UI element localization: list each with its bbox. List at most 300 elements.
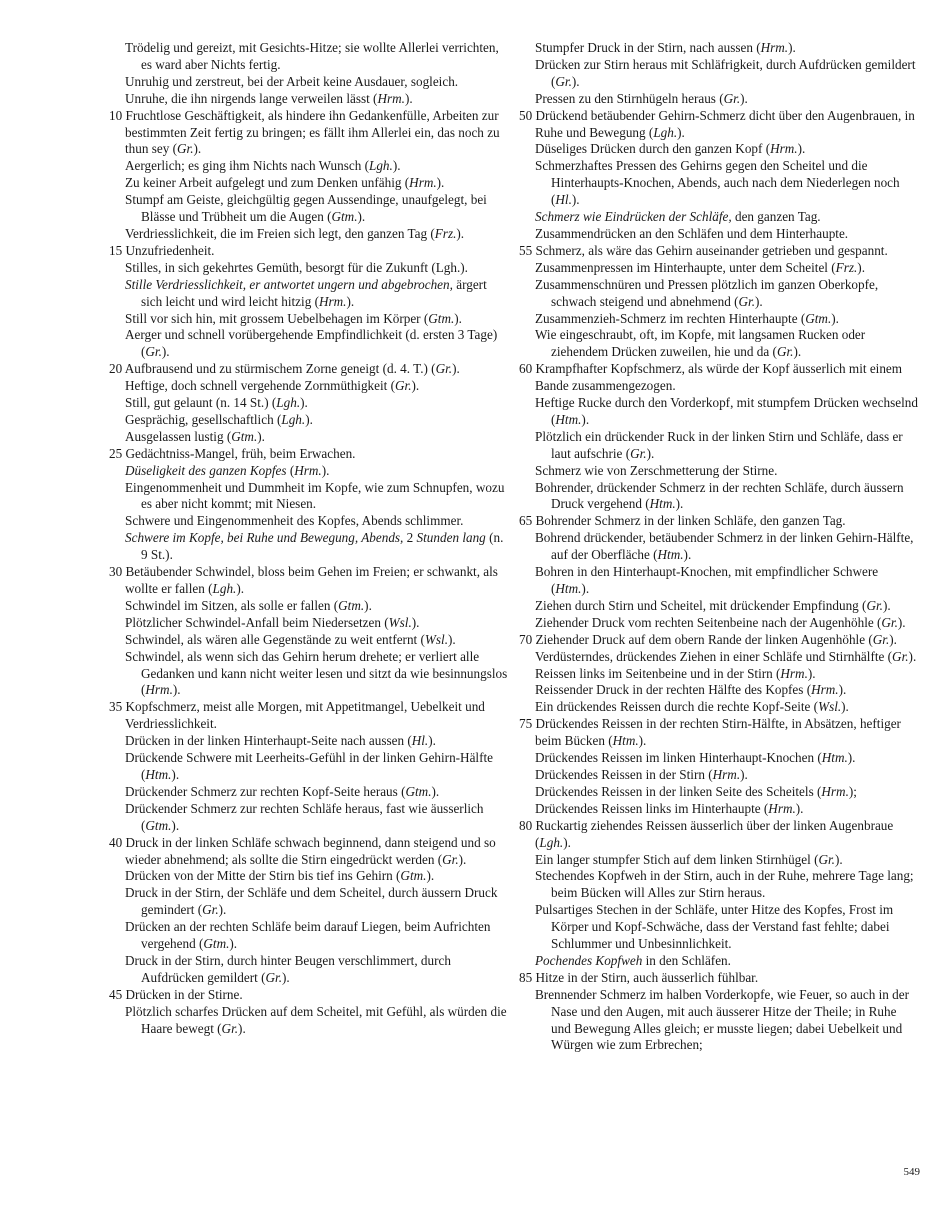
symptom-entry: [519, 260, 919, 277]
entry-text: ).: [456, 225, 465, 241]
symptom-entry: [519, 429, 919, 463]
italic-text: Gtm.: [428, 310, 455, 326]
symptom-entry: [519, 987, 919, 1055]
symptom-entry: [519, 615, 919, 632]
entry-text: ).: [364, 597, 372, 613]
symptom-entry: [109, 158, 509, 175]
italic-text: Gr.: [145, 344, 162, 360]
italic-text: Gr.: [881, 614, 898, 630]
italic-text: Gr.: [866, 597, 883, 613]
italic-text: Hrm.: [770, 141, 798, 157]
entry-text: ).: [795, 800, 804, 816]
entry-text: ).: [581, 411, 590, 427]
entry-text: Eingenommenheit und Dummheit im Kopfe, wie zum Schnupfen, wozu es aber nicht kommt; mit Niesen.: [125, 479, 505, 512]
entry-text: Unruhe, die ihn nirgends lange verweilen lässt (: [125, 90, 378, 106]
entry-number: 15: [109, 242, 123, 258]
entry-text: Zusammendrücken an den Schläfen und dem Hinterhaupte.: [535, 225, 849, 241]
entry-text: Bohren in den Hinterhaupt-Knochen, mit empfindlicher Schwere (: [535, 564, 879, 596]
entry-text: ).: [882, 597, 891, 613]
symptom-entry: [519, 277, 919, 311]
italic-text: Gtm.: [145, 817, 172, 833]
entry-text: Ziehender Druck vom rechten Seitenbeine nach der Augenhöhle (: [535, 614, 882, 630]
entry-text: Stechendes Kopfweh in der Stirn, auch in der Ruhe, mehrere Tage lang; beim Bücken will Alles zur Stirn heraus.: [535, 868, 914, 901]
entry-text: Druck in der linken Schläfe schwach beginnend, dann steigend und so wieder abnehmend; als sollte die Stirn eingedrückt werden (: [125, 834, 496, 867]
symptom-entry: [519, 868, 919, 902]
left-column: [109, 40, 509, 1037]
italic-text: Hrm.: [294, 462, 322, 478]
entry-text: Drückendes Reissen in der rechten Stirn-Hälfte, in Absätzen, heftiger beim Bücken (: [535, 716, 901, 749]
entry-text: ).: [346, 293, 355, 309]
entry-text: Ein langer stumpfer Stich auf dem linken Stirnhügel (: [535, 851, 819, 867]
entry-text: ).: [229, 936, 238, 952]
entry-number: 50: [519, 107, 533, 123]
italic-text: Gr.: [435, 361, 453, 377]
italic-text: Hrm.: [768, 800, 796, 816]
entry-text: ).: [193, 141, 202, 157]
entry-text: ).: [238, 1020, 246, 1036]
symptom-entry: [519, 699, 919, 716]
italic-text: Hrm.: [780, 665, 808, 681]
italic-text: Hrm.: [145, 682, 173, 698]
entry-text: Fruchtlose Geschäftigkeit, als hindere ihn Gedankenfülle, Arbeiten zur bestimmten Zeit fertig zu bringen; es fällt ihm Allerlei ein, das noch zu thun sey (: [125, 107, 500, 157]
italic-text: Lgh.: [276, 395, 301, 411]
entry-text: Schwindel, als wenn sich das Gehirn herum drehete; er verliert alle Gedanken und kann nicht weiter lesen und sitzt da wie besinnungslos (: [125, 648, 508, 698]
italic-text: Schmerz wie Eindrücken der Schläfe,: [535, 209, 732, 225]
italic-text: Gr.: [202, 902, 219, 918]
italic-text: Stille Verdriesslichkeit, er antwortet ungern und abgebrochen,: [125, 276, 453, 292]
symptom-entry: [519, 311, 919, 328]
entry-text: ).: [431, 783, 440, 799]
italic-text: Frz.: [434, 225, 457, 241]
entry-text: ).: [646, 445, 655, 461]
symptom-entry: [519, 666, 919, 683]
entry-text: Schmerzhaftes Pressen des Gehirns gegen den Scheitel und die Hinterhaupts-Knochen, Abends, auch nach dem Niederlegen noch (: [535, 158, 900, 208]
symptom-entry: [109, 463, 509, 480]
entry-text: ).: [305, 411, 313, 427]
entry-text: Plötzlicher Schwindel-Anfall beim Niedersetzen (: [125, 614, 389, 630]
entry-text: Unzufriedenheit.: [125, 242, 215, 258]
italic-text: Hl.: [555, 192, 572, 208]
symptom-entry: [519, 209, 919, 226]
entry-text: Drücken an der rechten Schläfe beim darauf Liegen, beim Aufrichten vergehend (: [125, 919, 491, 952]
italic-text: Gtm.: [400, 868, 427, 884]
entry-number: 35: [109, 699, 123, 715]
entry-text: ).: [300, 395, 308, 411]
entry-text: Ziehen durch Stirn und Scheitel, mit drückender Empfindung (: [535, 597, 867, 613]
italic-text: Gr.: [723, 90, 741, 106]
entry-text: Stumpf am Geiste, gleichgültig gegen Aussendinge, unaufgelegt, bei Blässe und Trübheit um die Augen (: [125, 192, 487, 225]
symptom-entry: [109, 649, 509, 700]
entry-text: Drückender Schmerz zur rechten Schläfe heraus, fast wie äusserlich (: [125, 800, 484, 833]
entry-text: Ausgelassen lustig (: [125, 428, 232, 444]
symptom-entry: [519, 750, 919, 767]
entry-number: 80: [519, 817, 533, 833]
italic-text: Hl.: [411, 733, 429, 749]
entry-text: Plötzlich ein drückender Ruck in der linken Stirn und Schläfe, dass er laut aufschrie (: [535, 428, 903, 461]
entry-number: 85: [519, 969, 533, 985]
italic-text: Htm.: [821, 750, 848, 766]
numbered-entry: [109, 564, 509, 598]
numbered-entry: [109, 108, 509, 159]
symptom-entry: [519, 598, 919, 615]
numbered-entry: [519, 818, 919, 852]
italic-text: Gtm.: [331, 209, 358, 225]
italic-text: Htm.: [649, 496, 676, 512]
italic-text: Hrm.: [712, 766, 741, 782]
entry-text: Hitze in der Stirn, auch äusserlich fühlbar.: [535, 969, 759, 985]
entry-text: Drückend betäubender Gehirn-Schmerz dicht über den Augenbrauen, in Ruhe und Bewegung (: [535, 107, 915, 140]
entry-text: ).: [171, 766, 180, 782]
italic-text: Wsl.: [424, 631, 448, 647]
entry-number: 70: [519, 631, 533, 647]
entry-text: ).: [563, 834, 571, 850]
entry-text: ).: [834, 851, 843, 867]
numbered-entry: [109, 361, 509, 378]
entry-text: ).: [452, 361, 460, 377]
symptom-entry: [109, 40, 509, 74]
entry-text: Pulsartiges Stechen in der Schläfe, unter Hitze des Kopfes, Frost im Körper und Kopf-Schwäche, dass der Verstand fast fehlte; dabei Schlummer und Unbesinnlichkeit.: [535, 902, 894, 952]
numbered-entry: [519, 970, 919, 987]
symptom-entry: [109, 311, 509, 328]
entry-text: Gesprächig, gesellschaftlich (: [125, 411, 282, 427]
entry-text: Drückende Schwere mit Leerheits-Gefühl in der linken Gehirn-Hälfte (: [125, 750, 494, 782]
entry-text: ).: [171, 817, 180, 833]
entry-text: ).: [172, 682, 181, 698]
symptom-entry: [109, 175, 509, 192]
entry-text: ).: [740, 90, 748, 106]
italic-text: Htm.: [555, 581, 582, 596]
symptom-entry: [519, 767, 919, 784]
numbered-entry: [109, 835, 509, 869]
entry-text: ).: [908, 648, 917, 664]
symptom-entry: [519, 784, 919, 801]
italic-text: Gr.: [776, 344, 794, 360]
entry-number: 75: [519, 716, 533, 732]
italic-text: Gr.: [177, 141, 194, 157]
entry-text: ).: [571, 73, 580, 89]
symptom-entry: [109, 378, 509, 395]
numbered-entry: [109, 699, 509, 733]
entry-text: ).: [282, 969, 290, 985]
symptom-entry: [519, 226, 919, 243]
italic-text: Lgh.: [369, 158, 393, 174]
italic-text: Lgh.: [653, 124, 678, 140]
italic-text: Lgh.: [281, 411, 306, 427]
italic-text: Gr.: [442, 851, 459, 867]
italic-text: Htm.: [657, 547, 684, 563]
symptom-entry: [109, 192, 509, 226]
entry-text: ).: [897, 614, 906, 630]
entry-text: Plötzlich scharfes Drücken auf dem Scheitel, mit Gefühl, als würden die Haare bewegt (: [125, 1003, 507, 1036]
symptom-entry: [519, 852, 919, 869]
entry-text: Ruckartig ziehendes Reissen äusserlich über der linken Augenbraue (: [535, 817, 894, 850]
italic-text: Hrm.: [760, 40, 789, 55]
symptom-entry: [109, 919, 509, 953]
symptom-entry: [109, 260, 509, 277]
symptom-entry: [519, 649, 919, 666]
italic-text: Htm.: [145, 766, 172, 782]
entry-text: ).: [841, 699, 849, 715]
entry-text: Zu keiner Arbeit aufgelegt und zum Denken unfähig (: [125, 175, 410, 191]
entry-text: Reissender Druck in der rechten Hälfte des Kopfes (: [535, 682, 812, 698]
entry-text: Aufbrausend und zu stürmischem Zorne geneigt (d. 4. T.) (: [124, 361, 436, 377]
entry-text: Bohrender, drückender Schmerz in der rechten Schläfe, durch äussern Druck vergehend (: [535, 479, 904, 512]
entry-text: Drückendes Reissen im linken Hinterhaupt-Knochen (: [535, 750, 822, 766]
entry-text: ).: [428, 733, 436, 749]
symptom-entry: [109, 868, 509, 885]
entry-text: ärgert sich leicht und wird leicht hitzig (: [141, 276, 487, 309]
entry-text: Aerger und schnell vorübergehende Empfindlichkeit (d. ersten 3 Tage) (: [125, 327, 498, 360]
symptom-entry: [519, 40, 919, 57]
symptom-entry: [519, 682, 919, 699]
entry-text: Schwindel, als wären alle Gegenstände zu weit entfernt (: [125, 631, 425, 647]
entry-text: 2: [403, 530, 417, 546]
entry-text: Zusammenzieh-Schmerz im rechten Hinterhaupte (: [535, 310, 806, 326]
entry-text: Still, gut gelaunt (n. 14 St.) (: [125, 395, 277, 411]
entry-text: ).: [218, 902, 227, 918]
entry-text: ).: [857, 259, 865, 275]
italic-text: Hrm.: [821, 783, 849, 799]
symptom-entry: [519, 953, 919, 970]
entry-text: Drückendes Reissen in der linken Seite des Scheitels (: [535, 783, 822, 799]
entry-text: ).: [838, 682, 847, 698]
entry-text: Trödelig und gereizt, mit Gesichts-Hitze; sie wollte Allerlei verrichten, es ward aber Nichts fertig.: [125, 40, 499, 72]
entry-text: ).: [161, 344, 170, 360]
italic-text: Gr.: [892, 648, 909, 664]
symptom-entry: [109, 615, 509, 632]
italic-text: Lgh.: [212, 581, 237, 596]
italic-text: Gr.: [265, 969, 283, 985]
entry-text: ).: [638, 733, 647, 749]
entry-text: ).: [847, 750, 856, 766]
symptom-entry: [109, 750, 509, 784]
symptom-entry: [109, 226, 509, 243]
symptom-entry: [109, 885, 509, 919]
entry-text: Druck in der Stirn, der Schläfe und dem Scheitel, durch äussern Druck gemindert (: [125, 885, 498, 918]
symptom-entry: [519, 57, 919, 91]
entry-number: 25: [109, 445, 123, 461]
italic-text: Wsl.: [818, 699, 842, 715]
entry-text: Still vor sich hin, mit grossem Uebelbehagen im Körper (: [125, 310, 429, 326]
entry-text: Drücken in der Stirne.: [125, 986, 243, 1002]
entry-text: Unruhig und zerstreut, bei der Arbeit keine Ausdauer, sogleich.: [125, 73, 459, 89]
entry-text: ).: [675, 496, 684, 512]
numbered-entry: [519, 716, 919, 750]
italic-text: Gr.: [630, 445, 647, 461]
symptom-entry: [519, 564, 919, 598]
numbered-entry: [519, 361, 919, 395]
entry-text: Zusammenschnüren und Pressen plötzlich im ganzen Oberkopfe, schwach steigend und abnehmend (: [535, 276, 879, 309]
entry-text: in den Schläfen.: [642, 952, 731, 968]
italic-text: Gtm.: [231, 428, 258, 444]
entry-text: ).: [411, 378, 420, 394]
italic-text: Hrm.: [319, 293, 347, 309]
symptom-entry: [109, 277, 509, 311]
symptom-entry: [109, 480, 509, 514]
symptom-entry: [109, 530, 509, 564]
numbered-entry: [109, 987, 509, 1004]
entry-text: Drücken von der Mitte der Stirn bis tief ins Gehirn (: [125, 868, 401, 884]
entry-text: Brennender Schmerz im halben Vorderkopfe, wie Feuer, so auch in der Nase und den Augen, mit auch äusserer Hitze der Theile; in Ruhe und Bewegung Alles gleich; er musste liegen; dabei Uebelkeit und Würgen wie zum Erbrechen;: [535, 986, 909, 1053]
entry-text: ).: [797, 141, 806, 157]
entry-number: 65: [519, 513, 533, 529]
entry-text: Heftige, doch schnell vergehende Zornmüthigkeit (: [125, 378, 396, 394]
entry-text: Kopfschmerz, meist alle Morgen, mit Appetitmangel, Uebelkeit und Verdriesslichkeit.: [125, 699, 485, 732]
italic-text: Hrm.: [377, 90, 405, 106]
entry-text: Ziehender Druck auf dem obern Rande der linken Augenhöhle (: [535, 631, 873, 647]
entry-text: ).: [458, 851, 467, 867]
entry-text: ).: [426, 868, 435, 884]
entry-text: Zusammenpressen im Hinterhaupte, unter dem Scheitel (: [535, 259, 836, 275]
entry-text: ).: [807, 665, 816, 681]
italic-text: Stunden lang: [416, 530, 486, 546]
entry-text: ).: [321, 462, 330, 478]
symptom-entry: [109, 733, 509, 750]
entry-text: ).: [831, 310, 839, 326]
italic-text: Gr.: [555, 73, 572, 89]
symptom-entry: [109, 632, 509, 649]
entry-text: ).: [571, 192, 580, 208]
entry-number: 55: [519, 242, 533, 258]
entry-text: Krampfhafter Kopfschmerz, als würde der Kopf äusserlich mit einem Bande zusammengezogen.: [535, 361, 903, 394]
entry-number: 40: [109, 834, 123, 850]
italic-text: Gr.: [738, 293, 755, 309]
numbered-entry: [109, 446, 509, 463]
entry-text: ).: [889, 631, 897, 647]
entry-text: ).: [447, 631, 456, 647]
symptom-entry: [519, 801, 919, 818]
entry-text: (: [286, 462, 295, 478]
entry-number: 60: [519, 361, 533, 377]
italic-text: Schwere im Kopfe, bei Ruhe und Bewegung, Abends,: [125, 530, 404, 546]
entry-text: Druck in der Stirn, durch hinter Beugen verschlimmert, durch Aufdrücken gemildert (: [125, 952, 451, 985]
symptom-entry: [109, 1004, 509, 1038]
symptom-entry: [519, 91, 919, 108]
entry-text: ).: [392, 158, 401, 174]
symptom-entry: [519, 395, 919, 429]
entry-text: Pressen zu den Stirnhügeln heraus (: [535, 90, 724, 106]
page-number: 549: [903, 1166, 920, 1178]
italic-text: Düseligkeit des ganzen Kopfes: [125, 462, 287, 478]
entry-text: Schwere und Eingenommenheit des Kopfes, Abends schlimmer.: [125, 513, 464, 529]
entry-text: ).: [793, 344, 802, 360]
symptom-entry: [109, 412, 509, 429]
symptom-entry: [109, 801, 509, 835]
symptom-entry: [109, 429, 509, 446]
entry-number: 45: [109, 986, 123, 1002]
italic-text: Gr.: [818, 851, 835, 867]
italic-text: Gtm.: [405, 783, 432, 799]
italic-text: Gr.: [221, 1020, 239, 1036]
numbered-entry: [519, 243, 919, 260]
entry-text: Heftige Rucke durch den Vorderkopf, mit stumpfem Drücken wechselnd (: [535, 395, 918, 427]
entry-text: Verdriesslichkeit, die im Freien sich legt, den ganzen Tag (: [125, 225, 435, 241]
entry-text: ).: [357, 209, 366, 225]
italic-text: Htm.: [612, 733, 639, 749]
symptom-entry: [109, 91, 509, 108]
numbered-entry: [519, 513, 919, 530]
entry-text: (n. 9 St.).: [141, 530, 504, 563]
entry-text: Reissen links im Seitenbeine und in der Stirn (: [535, 665, 781, 681]
italic-text: Gr.: [872, 631, 890, 647]
entry-text: Stumpfer Druck in der Stirn, nach aussen (: [535, 40, 761, 55]
entry-text: ).: [436, 175, 445, 191]
symptom-entry: [519, 902, 919, 953]
entry-text: Stilles, in sich gekehrtes Gemüth, besorgt für die Zukunft (Lgh.).: [125, 259, 468, 275]
italic-text: Gr.: [395, 378, 412, 394]
symptom-entry: [519, 480, 919, 514]
entry-text: den ganzen Tag.: [731, 209, 821, 225]
entry-number: 10: [109, 107, 123, 123]
italic-text: Pochendes Kopfweh: [535, 952, 643, 968]
entry-text: Bohrender Schmerz in der linken Schläfe, den ganzen Tag.: [535, 513, 846, 529]
symptom-entry: [519, 158, 919, 209]
numbered-entry: [519, 108, 919, 142]
entry-text: ).: [236, 581, 245, 596]
right-column: [519, 40, 919, 1054]
entry-text: ).: [677, 124, 685, 140]
symptom-entry: [519, 530, 919, 564]
italic-text: Hrm.: [409, 175, 437, 191]
symptom-entry: [519, 463, 919, 480]
symptom-entry: [109, 513, 509, 530]
symptom-entry: [519, 327, 919, 361]
entry-text: ).: [257, 428, 265, 444]
entry-text: Drücken zur Stirn heraus mit Schläfrigkeit, durch Aufdrücken gemildert (: [535, 56, 916, 89]
italic-text: Gtm.: [805, 310, 832, 326]
entry-text: ).: [788, 40, 796, 55]
entry-text: ).: [411, 614, 420, 630]
entry-text: ).: [740, 766, 748, 782]
entry-text: Drückendes Reissen links im Hinterhaupte (: [535, 800, 769, 816]
symptom-entry: [109, 784, 509, 801]
entry-text: Gedächtniss-Mangel, früh, beim Erwachen.: [125, 445, 356, 461]
entry-text: ).: [404, 90, 413, 106]
symptom-entry: [109, 327, 509, 361]
entry-text: Verdüsterndes, drückendes Ziehen in einer Schläfe und Stirnhälfte (: [535, 648, 893, 664]
symptom-entry: [109, 395, 509, 412]
entry-text: Ein drückendes Reissen durch die rechte Kopf-Seite (: [535, 699, 819, 715]
symptom-entry: [109, 598, 509, 615]
entry-text: Bohrend drückender, betäubender Schmerz in der linken Gehirn-Hälfte, auf der Oberfläche (: [535, 530, 914, 563]
italic-text: Frz.: [835, 259, 858, 275]
entry-text: Düseliges Drücken durch den ganzen Kopf (: [535, 141, 771, 157]
entry-text: Drückender Schmerz zur rechten Kopf-Seite heraus (: [125, 783, 406, 799]
entry-text: );: [848, 783, 857, 799]
entry-text: Schmerz wie von Zerschmetterung der Stirne.: [535, 462, 778, 478]
entry-text: Schmerz, als wäre das Gehirn auseinander getrieben und gespannt.: [535, 242, 888, 258]
entry-text: Aergerlich; es ging ihm Nichts nach Wunsch (: [125, 158, 369, 174]
italic-text: Gtm.: [338, 597, 365, 613]
entry-text: Schwindel im Sitzen, als solle er fallen (: [125, 597, 339, 613]
italic-text: Wsl.: [388, 614, 412, 630]
entry-text: Betäubender Schwindel, bloss beim Gehen im Freien; er schwankt, als wollte er fallen (: [125, 564, 498, 596]
italic-text: Htm.: [555, 411, 582, 427]
symptom-entry: [109, 74, 509, 91]
symptom-entry: [109, 953, 509, 987]
italic-text: Hrm.: [811, 682, 839, 698]
entry-text: ).: [454, 310, 462, 326]
numbered-entry: [519, 632, 919, 649]
entry-text: ).: [755, 293, 763, 309]
italic-text: Gtm.: [203, 936, 230, 952]
entry-number: 30: [109, 564, 123, 580]
entry-text: Drückendes Reissen in der Stirn (: [535, 766, 713, 782]
entry-number: 20: [109, 361, 123, 377]
entry-text: Drücken in der linken Hinterhaupt-Seite nach aussen (: [125, 733, 412, 749]
symptom-entry: [519, 141, 919, 158]
entry-text: ).: [683, 547, 692, 563]
